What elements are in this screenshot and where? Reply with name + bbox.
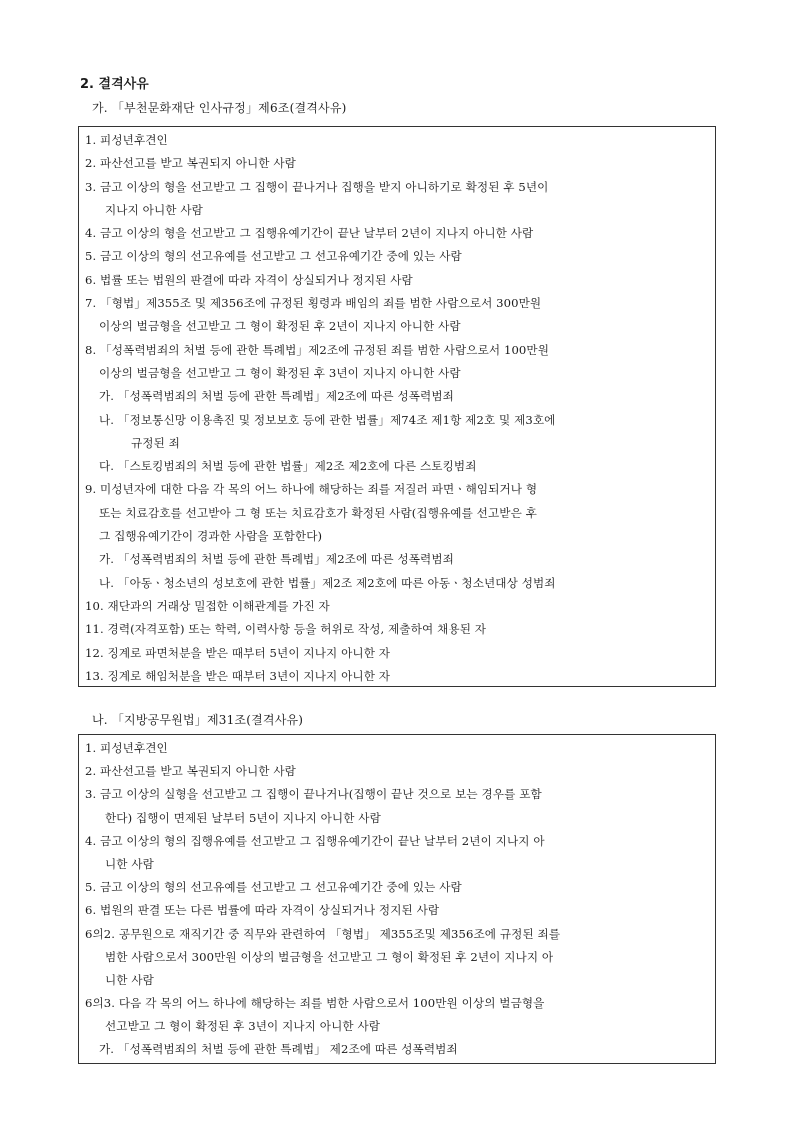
- list-item-continuation: 이상의 벌금형을 선고받고 그 형이 확정된 후 2년이 지나지 아니한 사람: [99, 319, 461, 334]
- section-heading: 2. 결격사유: [80, 77, 149, 92]
- list-item: 1. 피성년후견인: [85, 133, 168, 147]
- list-item: 2. 파산선고를 받고 복권되지 아니한 사람: [85, 764, 296, 779]
- list-item-continuation: 니한 사람: [105, 972, 154, 987]
- sub-list-item-continuation: 규정된 죄: [131, 435, 180, 450]
- subsection-a-title: 가. 「부천문화재단 인사규정」제6조(결격사유): [92, 101, 347, 115]
- list-item-continuation: 범한 사람으로서 300만원 이상의 벌금형을 선고받고 그 형이 확정된 후 2년이 지나지 아: [105, 949, 554, 964]
- subsection-a-box: [78, 126, 716, 687]
- list-item: 11. 경력(자격포함) 또는 학력, 이력사항 등을 허위로 작성, 제출하여 채용된 자: [85, 622, 487, 637]
- list-item-continuation: 지나지 아니한 사람: [105, 202, 203, 217]
- sub-list-item: 다. 「스토킹범죄의 처벌 등에 관한 법률」제2조 제2호에 다른 스토킹범죄: [99, 459, 477, 474]
- list-item: 10. 재단과의 거래상 밀접한 이해관계를 가진 자: [85, 598, 330, 613]
- list-item: 13. 징계로 해임처분을 받은 때부터 3년이 지나지 아니한 자: [85, 668, 391, 683]
- list-item: 4. 금고 이상의 형의 집행유예를 선고받고 그 집행유예기간이 끝난 날부터 2년이 지나지 아: [85, 833, 545, 848]
- list-item: 7. 「형법」제355조 및 제356조에 규정된 횡령과 배임의 죄를 범한 사람으로서 300만원: [85, 296, 542, 311]
- list-item: 4. 금고 이상의 형을 선고받고 그 집행유예기간이 끝난 날부터 2년이 지나지 아니한 사람: [85, 226, 534, 241]
- list-item: 12. 징계로 파면처분을 받은 때부터 5년이 지나지 아니한 자: [85, 645, 391, 660]
- list-item: 3. 금고 이상의 형을 선고받고 그 집행이 끝나거나 집행을 받지 아니하기로 확정된 후 5년이: [85, 179, 549, 194]
- list-item: 5. 금고 이상의 형의 선고유예를 선고받고 그 선고유예기간 중에 있는 사람: [85, 880, 462, 895]
- list-item-continuation: 한다) 집행이 면제된 날부터 5년이 지나지 아니한 사람: [105, 810, 381, 825]
- list-item: 3. 금고 이상의 실형을 선고받고 그 집행이 끝나거나(집행이 끝난 것으로 보는 경우를 포함: [85, 787, 542, 802]
- list-item: 9. 미성년자에 대한 다음 각 목의 어느 하나에 해당하는 죄를 저질러 파면ㆍ해임되거나 형: [85, 482, 538, 497]
- list-item: 5. 금고 이상의 형의 선고유예를 선고받고 그 선고유예기간 중에 있는 사람: [85, 249, 462, 264]
- sub-list-item: 가. 「성폭력범죄의 처벌 등에 관한 특례법」 제2조에 따른 성폭력범죄: [99, 1042, 458, 1057]
- list-item: 1. 피성년후견인: [85, 741, 168, 755]
- sub-list-item: 가. 「성폭력범죄의 처벌 등에 관한 특례법」제2조에 따른 성폭력범죄: [99, 552, 454, 567]
- sub-list-item: 나. 「정보통신망 이용촉진 및 정보보호 등에 관한 법률」제74조 제1항 제2호 및 제3호에: [99, 412, 556, 427]
- list-item: 8. 「성폭력범죄의 처벌 등에 관한 특례법」제2조에 규정된 죄를 범한 사람으로서 100만원: [85, 342, 549, 357]
- list-item-continuation: 니한 사람: [105, 856, 154, 871]
- sub-list-item: 가. 「성폭력범죄의 처벌 등에 관한 특례법」제2조에 따른 성폭력범죄: [99, 389, 454, 404]
- list-item: 2. 파산선고를 받고 복권되지 아니한 사람: [85, 156, 296, 171]
- list-item-continuation: 이상의 벌금형을 선고받고 그 형이 확정된 후 3년이 지나지 아니한 사람: [99, 365, 461, 380]
- sub-list-item: 나. 「아동ㆍ청소년의 성보호에 관한 법률」제2조 제2호에 따른 아동ㆍ청소년대상 성범죄: [99, 575, 556, 590]
- list-item-continuation: 또는 치료감호를 선고받아 그 형 또는 치료감호가 확정된 사람(집행유예를 선고받은 후: [99, 505, 537, 520]
- subsection-b-box: [78, 734, 716, 1064]
- list-item: 6의3. 다음 각 목의 어느 하나에 해당하는 죄를 범한 사람으로서 100만원 이상의 벌금형을: [85, 996, 545, 1011]
- list-item: 6. 법률 또는 법원의 판결에 따라 자격이 상실되거나 정지된 사람: [85, 272, 413, 287]
- subsection-b-title: 나. 「지방공무원법」제31조(결격사유): [92, 713, 304, 727]
- list-item: 6의2. 공무원으로 재직기간 중 직무와 관련하여 「형법」 제355조및 제356조에 규정된 죄를: [85, 926, 561, 941]
- list-item: 6. 법원의 판결 또는 다른 법률에 따라 자격이 상실되거나 정지된 사람: [85, 903, 440, 918]
- list-item-continuation: 선고받고 그 형이 확정된 후 3년이 지나지 아니한 사람: [105, 1019, 381, 1034]
- list-item-continuation: 그 집행유예기간이 경과한 사람을 포함한다): [99, 529, 323, 544]
